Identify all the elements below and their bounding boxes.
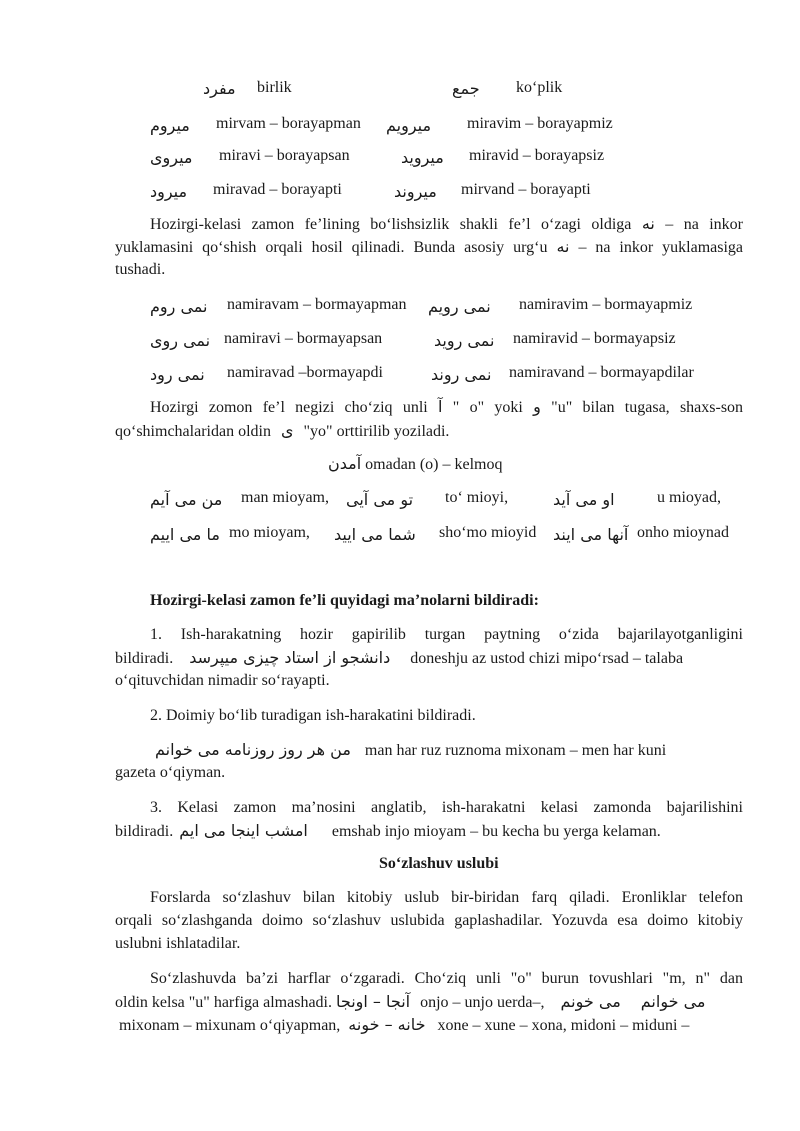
conj2-a-text: mo mioyam,: [229, 524, 310, 541]
p2-line1-c: "u" bilan tugasa, shaxs-son: [551, 399, 744, 416]
header-singular-persian: مفرد: [203, 79, 236, 98]
p4-line3-b: xone – xune – xona, midoni – miduni –: [437, 1017, 690, 1034]
row1-singular-persian: میروم: [150, 116, 190, 135]
conj1-c-persian: او می آید: [553, 490, 615, 509]
p2-line1-b: " o" yoki: [452, 399, 523, 416]
p1-line1: [150, 213, 743, 236]
row2-plural-persian: میروید: [401, 148, 444, 167]
omadan-text: omadan (o) – kelmoq: [365, 456, 503, 473]
p4-line2-persian-1: آنجا – اونجا: [336, 992, 411, 1011]
m2ex-text: man har ruz ruznoma mixonam – men har kuni: [364, 742, 667, 759]
p1-line2-persian: نه: [556, 237, 570, 256]
row2-plural-text: miravid – borayapsiz: [469, 147, 605, 164]
m1-line1: 1. Ish-harakatning hozir gapirilib turgan paytning o‘zida bajarilayotganligini: [150, 626, 743, 643]
m3-line2-b: emshab injo mioyam – bu kecha bu yerga kelaman.: [331, 823, 661, 840]
m1-line2-persian: دانشجو از استاد چیزی میپرسد: [189, 648, 391, 667]
m2ex-line2: gazeta o‘qiyman.: [115, 764, 226, 781]
p3-line3: uslubni ishlatadilar.: [115, 935, 241, 952]
p2-line1: [150, 396, 743, 419]
conj1-c-text: u mioyad,: [657, 489, 721, 506]
p2-line1-persian-vav: و: [533, 397, 541, 416]
neg3-singular-persian: نمی رود: [150, 365, 205, 384]
header-plural-label: ko‘plik: [516, 79, 563, 96]
m2-line1: 2. Doimiy bo‘lib turadigan ish-harakatini bildiradi.: [150, 707, 476, 724]
p1-line2: [115, 236, 743, 259]
neg3-plural-persian: نمی روند: [431, 365, 492, 384]
p2-line1-persian-alef: آ: [438, 397, 443, 416]
p2-line2-persian: ی: [280, 421, 294, 440]
p4-line3: [119, 1014, 689, 1037]
p1-line1-persian: نه: [641, 214, 655, 233]
row2-singular-text: miravi – borayapsan: [219, 147, 350, 164]
row3-plural-persian: میروند: [394, 182, 437, 201]
p3-line1: Forslarda so‘zlashuv bilan kitobiy uslub bir-biridan farq qiladi. Eronliklar telefon: [150, 889, 743, 906]
p3-line2: orqali so‘zlashganda doimo so‘zlashuv uslubida gaplashadilar. Yozuvda esa doimo kitobiy: [115, 912, 743, 929]
m3-line2-persian: امشب اینجا می ایم: [179, 821, 308, 840]
p4-line2-persian-3: می خوانم: [640, 992, 706, 1011]
p2-line2-a: qo‘shimchalaridan oldin: [115, 423, 271, 440]
section-heading-colloquial: So‘zlashuv uslubi: [379, 855, 499, 872]
p4-line2-a: oldin kelsa "u" harfiga almashadi.: [115, 994, 332, 1011]
section-heading-meanings: Hozirgi-kelasi zamon fe’li quyidagi ma’nolarni bildiradi:: [150, 592, 539, 609]
conj1-b-text: to‘ mioyi,: [445, 489, 509, 506]
m3-line1: 3. Kelasi zamon ma’nosini anglatib, ish-harakatni kelasi zamonda bajarilishini: [150, 799, 743, 816]
row1-singular-text: mirvam – borayapman: [216, 115, 361, 132]
m3-line2-a: bildiradi.: [115, 823, 174, 840]
p2-line2-b: "yo" orttirilib yoziladi.: [303, 423, 450, 440]
header-plural-persian: جمع: [452, 79, 480, 98]
m1-line3: o‘qituvchidan nimadir so‘rayapti.: [115, 672, 330, 689]
neg2-plural-text: namiravid – bormayapsiz: [513, 330, 676, 347]
row3-singular-persian: میرود: [150, 182, 188, 201]
p4-line3-a: mixonam – mixunam o‘qiyapman,: [119, 1017, 341, 1034]
p1-line1-a: Hozirgi-kelasi zamon fe’lining bo‘lishsizlik shakli fe’l o‘zagi oldiga: [150, 216, 632, 233]
conj2-b-text: sho‘mo mioyid: [439, 524, 537, 541]
p4-line2-b: onjo – unjo uerda–,: [420, 994, 545, 1011]
m2ex-persian: من هر روز روزنامه می خوانم: [155, 740, 351, 759]
neg1-singular-persian: نمی روم: [150, 297, 208, 316]
conj1-b-persian: تو می آیی: [346, 490, 414, 509]
conj2-b-persian: شما می ایید: [334, 525, 416, 544]
neg3-plural-text: namiravand – bormayapdilar: [509, 364, 694, 381]
row1-plural-text: miravim – borayapmiz: [467, 115, 613, 132]
p4-line2-persian-2: می خونم: [560, 992, 621, 1011]
neg2-plural-persian: نمی روید: [434, 331, 495, 350]
header-singular-label: birlik: [257, 79, 292, 96]
neg1-plural-text: namiravim – bormayapmiz: [519, 296, 693, 313]
row3-singular-text: miravad – borayapti: [213, 181, 342, 198]
neg1-plural-persian: نمی رویم: [428, 297, 491, 316]
p2-line1-a: Hozirgi zomon fe’l negizi cho‘ziq unli: [150, 399, 428, 416]
omadan-line: [328, 453, 502, 476]
p2-line2: [115, 420, 449, 443]
conj1-a-text: man mioyam,: [241, 489, 329, 506]
conj2-c-text: onho mioynad: [637, 524, 729, 541]
p4-line2: [115, 991, 705, 1014]
m3-line2: [115, 820, 661, 843]
m1-line2-b: doneshju az ustod chizi mipo‘rsad – talaba: [410, 650, 684, 667]
p1-line3: tushadi.: [115, 261, 166, 278]
p1-line1-b: – na inkor: [665, 216, 744, 233]
m2ex-line1: [155, 739, 666, 762]
row1-plural-persian: میرویم: [386, 116, 432, 135]
conj2-c-persian: آنها می ایند: [553, 525, 629, 544]
omadan-persian: آمدن: [328, 454, 362, 473]
neg2-singular-persian: نمی روی: [150, 331, 211, 350]
conj1-a-persian: من می آیم: [150, 490, 223, 509]
neg2-singular-text: namiravi – bormayapsan: [224, 330, 383, 347]
row2-singular-persian: میروی: [150, 148, 193, 167]
p1-line2-b: – na inkor yuklamasiga: [578, 239, 744, 256]
p1-line2-a: yuklamasini qo‘shish orqali hosil qilinadi. Bunda asosiy urg‘u: [115, 239, 548, 256]
conj2-a-persian: ما می اییم: [150, 525, 220, 544]
m1-line2: [115, 647, 683, 670]
m1-line2-a: bildiradi.: [115, 650, 174, 667]
p4-line1: So‘zlashuvda ba’zi harflar o‘zgaradi. Cho‘ziq unli "o" burun tovushlari "m, n" dan: [150, 970, 743, 987]
neg1-singular-text: namiravam – bormayapman: [227, 296, 407, 313]
p4-line3-persian: خانه – خونه: [348, 1015, 426, 1034]
neg3-singular-text: namiravad –bormayapdi: [227, 364, 383, 381]
row3-plural-text: mirvand – borayapti: [461, 181, 591, 198]
